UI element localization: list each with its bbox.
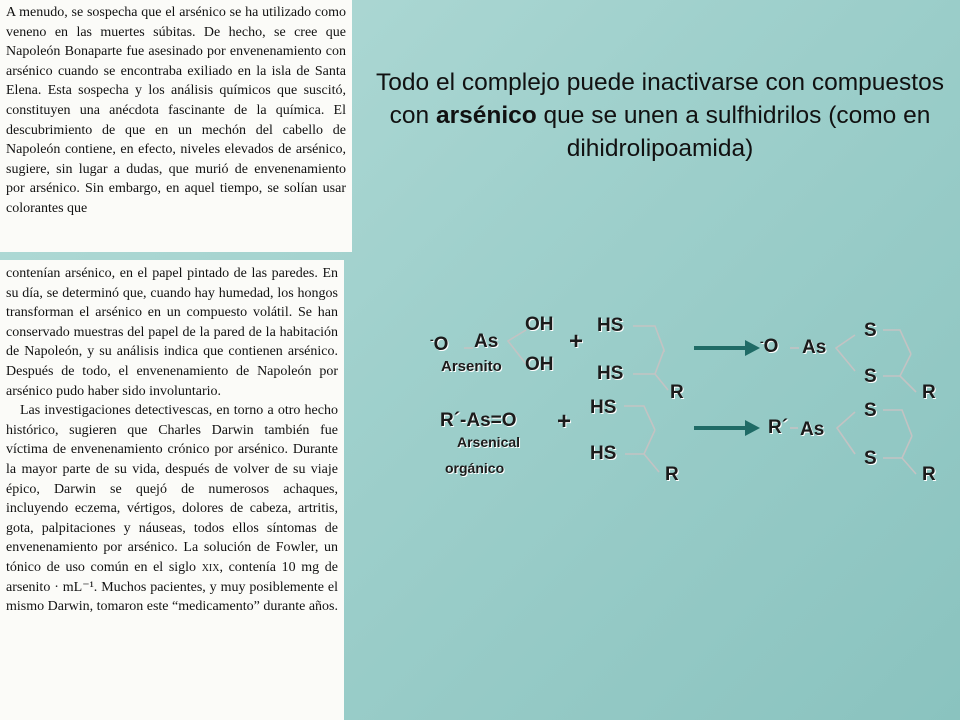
book-paragraph: A menudo, se sospecha que el arsénico se ha utilizado como veneno en las muertes súbitas. De hecho, se cree que Napoleón Bonaparte fue asesinado por envenenamiento con arsénico cuando se encontraba exiliado en la isla de Santa Elena. Esta sospecha y los análisis químicos que suscitó, constituyen una anécdota fascinante de la química. El descubrimiento de que en un mechón del cabello de Napoleón contiene, en efecto, niveles elevados de arsénico, sugiere, sin lugar a dudas, que murió de envenenamiento por arsénico. Sin embargo, en aquel tiempo, se solían usar colorantes que <box>6 5 346 216</box>
product-sulfur-bottom: S <box>864 366 877 387</box>
arsenite-label: Arsenito <box>441 358 502 375</box>
bond-line <box>883 410 912 436</box>
product-r-group: R <box>922 382 936 403</box>
organic-arsenical-label: Arsenical <box>457 434 521 450</box>
bond-line <box>837 412 855 454</box>
plus-sign: + <box>557 408 572 435</box>
reaction-arrow-head <box>745 340 760 356</box>
product-arsenic: As <box>802 337 827 358</box>
reaction-arrow <box>694 426 746 430</box>
bond-line <box>625 430 655 454</box>
bond-line <box>836 335 855 371</box>
product-sulfur-bottom: S <box>864 448 877 469</box>
reaction-arrow-head <box>745 420 760 436</box>
thiol-top: HS <box>590 397 617 418</box>
heading-text-before: Todo el complejo puede inactivarse con compuestos con <box>376 69 944 129</box>
product-arsenic: As <box>800 419 825 440</box>
organic-arsenical-label: orgánico <box>445 460 505 476</box>
bond-line <box>633 326 664 352</box>
bond-line <box>883 354 911 376</box>
product-r-prime: R´ <box>768 417 789 438</box>
book-paragraph: contenían arsénico, en el papel pintado de las paredes. En su día, se determinó que, cuando hay humedad, los hongos transforman el arsénico en un compuesto volátil. Se han conservado muestras del papel de la pared de la habitación de Napoleón, y su análisis indica que contienen arsénico. Después de todo, el envenenamiento de Napoleón por arsénico pudo haber sido involuntario. <box>6 266 338 399</box>
bond-line <box>633 350 664 374</box>
book-paragraph-tail: , contenía 10 mg de arsenito · mL⁻¹. Muchos pacientes, y muy posiblemente el mismo Darwin, tomaron este “medicamento” durante años. <box>6 559 339 615</box>
product-sulfur-top: S <box>864 320 877 341</box>
product-sulfur-top: S <box>864 400 877 421</box>
bond-line <box>902 458 916 474</box>
arsenite-arsenic: As <box>474 331 499 352</box>
bond-line <box>655 374 668 390</box>
heading-text-after: que se unen a sulfhidrilos (como en dihidrolipoamida) <box>536 102 931 162</box>
r-group: R <box>670 382 684 403</box>
thiol-bottom: HS <box>597 363 624 384</box>
bond-line <box>508 330 526 364</box>
arsenite-hydroxyl-top: OH <box>525 314 554 335</box>
book-paragraph-text: Las investigaciones detectivescas, en torno a otro hecho histórico, sugieren que Charles Darwin también fue víctima de envenenamiento crónico por arsénico. Durante la mayor parte de su vida, después de volver de su viaje épico, Darwin se quejó de numerosos achaques, incluyendo eczema, vértigos, dolores de cabeza, artritis, gota, palpitaciones y náuseas, todos ellos síntomas de envenenamiento por arsénico. La solución de Fowler, un tónico de uso común en el siglo <box>6 403 338 575</box>
arsenite-oxygen: -O <box>430 334 449 355</box>
century-numeral: xix <box>201 559 220 575</box>
r-group: R <box>665 464 679 485</box>
plus-sign: + <box>569 328 584 355</box>
bond-line <box>883 330 911 354</box>
product-oxygen: -O <box>760 336 779 357</box>
thiol-bottom: HS <box>590 443 617 464</box>
reaction-arrow <box>694 346 746 350</box>
heading-emphasis: arsénico <box>435 102 537 129</box>
thiol-top: HS <box>597 315 624 336</box>
organic-arsenical-formula: R´-As=O <box>440 410 517 431</box>
bond-line <box>900 376 916 392</box>
bond-line <box>644 454 659 472</box>
arsenite-hydroxyl-bottom: OH <box>525 354 554 375</box>
bond-line <box>883 436 912 458</box>
bond-line <box>624 406 655 430</box>
product-r-group: R <box>922 464 936 485</box>
